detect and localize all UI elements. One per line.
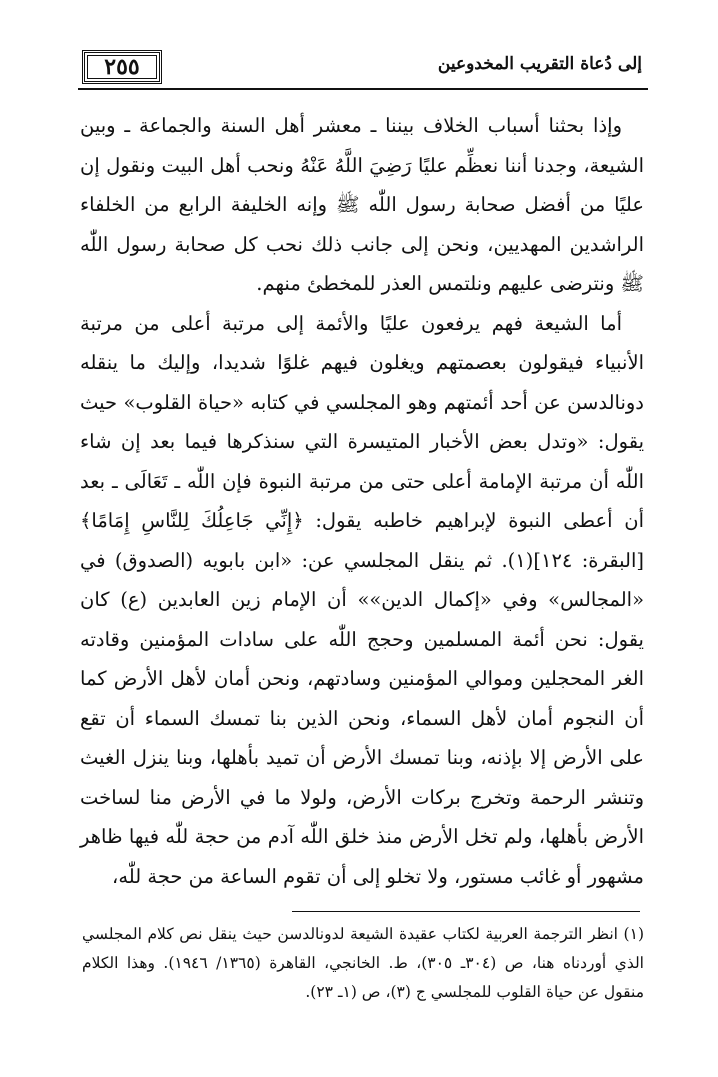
footnote	[82, 920, 644, 1007]
paragraph-1: وإذا بحثنا أسباب الخلاف بيننا ـ معشر أهل السنة والجماعة ـ وبين الشيعة، وجدنا أننا نعظِّم عليًا رَضِيَ اللَّهُ عَنْهُ ونحب أهل البيت ونقول إن عليًا من أفضل صحابة رسول اللّٰه ﷺ وإنه الخليفة الرابع من الخلفاء الراشدين المهديين، ونحن إلى جانب ذلك نحب كل صحابة رسول اللّٰه ﷺ ونترضى عليهم ونلتمس العذر للمخطئ منهم.	[80, 114, 644, 295]
page-number: ٢٥٥	[104, 54, 140, 80]
paragraph-2: أما الشيعة فهم يرفعون عليًا والأئمة إلى مرتبة أعلى من مرتبة الأنبياء فيقولون بعصمتهم ويغلون فيهم غلوًا شديدا، وإليك ما ينقله دونالدسن عن أحد أئمتهم وهو المجلسي في كتابه «حياة القلوب» حيث يقول: «وتدل بعض الأخبار المتيسرة التي سنذكرها فيما بعد إن شاء اللّٰه أن مرتبة الإمامة أعلى حتى من مرتبة النبوة فإن اللّٰه ـ تَعَالَى ـ بعد أن أعطى النبوة لإبراهيم خاطبه يقول: ﴿إِنِّي جَاعِلُكَ لِلنَّاسِ إِمَامًا﴾ [البقرة: ١٢٤](١). ثم ينقل المجلسي عن: «ابن بابويه (الصدوق) في «المجالس» وفي «إكمال الدين»» أن الإمام زين العابدين (ع) كان يقول: نحن أئمة المسلمين وحجج اللّٰه على سادات المؤمنين وقادته الغر المحجلين وموالي المؤمنين وسادتهم، ونحن أمان لأهل الأرض كما أن النجوم أمان لأهل السماء، ونحن الذين بنا تمسك السماء أن تقع على الأرض إلا بإذنه، وبنا تمسك الأرض أن تميد بأهلها، وبنا ينزل الغيث وتنشر الرحمة وتخرج بركات الأرض، ولولا ما في الأرض منا لساخت الأرض بأهلها، ولم تخل الأرض منذ خلق اللّٰه آدم من حجة للّٰه فيها ظاهر مشهور أو غائب مستور، ولا تخلو إلى أن تقوم الساعة من حجة للّٰه،	[80, 311, 644, 888]
running-title: إلى دُعاة التقريب المخدوعين	[437, 54, 642, 74]
footnote-1: (١) انظر الترجمة العربية لكتاب عقيدة الشيعة لدونالدسن حيث ينقل نص كلام المجلسي الذي أوردناه هنا، ص (٣٠٤ـ ٣٠٥)، ط. الخانجي، القاهرة (١٣٦٥/ ١٩٤٦). وهذا الكلام منقول عن حياة القلوب للمجلسي ج (٣)، ص (١ـ ٢٣).	[82, 925, 644, 1001]
page-number-box	[82, 50, 162, 84]
main-text	[80, 106, 644, 896]
header-rule	[78, 88, 648, 90]
page-header	[78, 44, 648, 96]
footnote-rule	[292, 911, 640, 912]
